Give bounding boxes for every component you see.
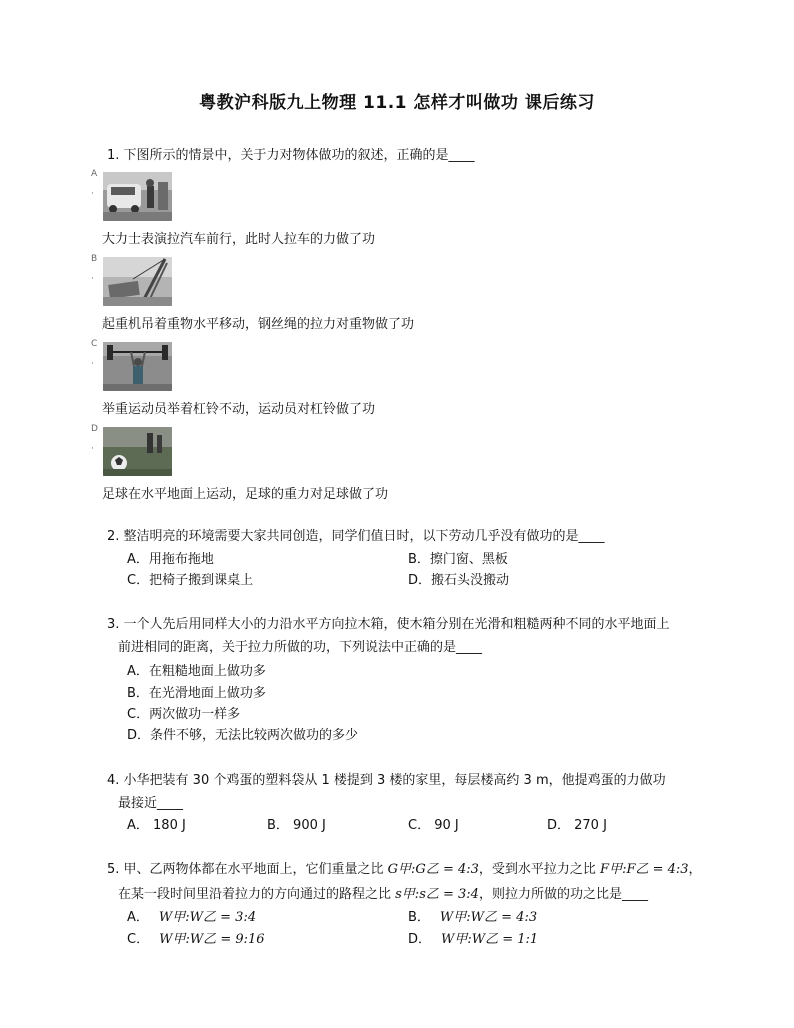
q3-option-b: B．在光滑地面上做功多 <box>127 686 266 701</box>
q4-option-d: D． 270 J <box>547 818 607 833</box>
question-3-stem-line1: 3. 一个人先后用同样大小的力沿水平方向拉木箱，使木箱分别在光滑和粗糙两种不同的水平地面上 <box>107 617 670 632</box>
question-2-stem: 2. 整洁明亮的环境需要大家共同创造，同学们值日时，以下劳动几乎没有做功的是____ <box>107 529 605 544</box>
q3-option-d: D．条件不够，无法比较两次做功的多少 <box>127 728 359 743</box>
bullet-dot: · <box>91 274 94 284</box>
q5-text-part: ，受到水平拉力之比 <box>478 862 601 877</box>
weightlifter-image <box>103 342 172 391</box>
page-title: 粤教沪科版九上物理 11.1 怎样才叫做功 课后练习 <box>199 93 595 113</box>
q2-option-d: D．搬石头没搬动 <box>408 573 510 588</box>
question-4-stem-line2: 最接近____ <box>118 796 184 811</box>
work-ratio: W甲:W乙 = 3:4 <box>158 910 257 925</box>
football-image <box>103 427 172 476</box>
q5-option-b <box>408 908 537 928</box>
q5-option-label: C． <box>127 932 150 947</box>
crane-image <box>103 257 172 306</box>
option-d-marker: D <box>91 424 98 434</box>
question-1-stem: 1. 下图所示的情景中，关于力对物体做功的叙述，正确的是____ <box>107 148 475 163</box>
question-4-stem-line1: 4. 小华把装有 30 个鸡蛋的塑料袋从 1 楼提到 3 楼的家里，每层楼高约 3 m，他提鸡蛋的力做功 <box>107 773 666 788</box>
q5-option-label: A． <box>127 910 149 925</box>
q5-option-d <box>408 930 538 950</box>
question-3-stem-line2: 前进相同的距离，关于拉力所做的功，下列说法中正确的是____ <box>118 640 483 655</box>
option-b-marker: B <box>91 254 98 264</box>
q5-option-label: B． <box>408 910 430 925</box>
q3-option-c: C．两次做功一样多 <box>127 707 241 722</box>
bullet-dot: · <box>91 444 94 454</box>
work-ratio: W甲:W乙 = 4:3 <box>439 910 538 925</box>
force-ratio: F甲:F乙 = 4:3 <box>600 862 689 877</box>
q4-option-a: A． 180 J <box>127 818 186 833</box>
q5-text-part: 5. 甲、乙两物体都在水平地面上，它们重量之比 <box>107 862 388 877</box>
car-pull-image <box>103 172 172 221</box>
bullet-dot: · <box>91 189 94 199</box>
question-5-stem-line2 <box>118 885 648 905</box>
q5-text-part: ，则拉力所做的功之比是____ <box>478 887 648 902</box>
q2-option-b: B．擦门窗、黑板 <box>408 552 508 567</box>
q5-text-part: ， <box>688 862 702 877</box>
question-5-stem-line1 <box>107 860 702 880</box>
q5-option-label: D． <box>408 932 432 947</box>
q5-option-a <box>127 908 256 928</box>
q3-option-a: A．在粗糙地面上做功多 <box>127 664 266 679</box>
q2-option-c: C．把椅子搬到课桌上 <box>127 573 254 588</box>
q4-option-c: C． 90 J <box>408 818 459 833</box>
q5-option-c <box>127 930 265 950</box>
option-a-text: 大力士表演拉汽车前行，此时人拉车的力做了功 <box>102 232 376 247</box>
option-b-text: 起重机吊着重物水平移动，钢丝绳的拉力对重物做了功 <box>102 317 415 332</box>
option-d-text: 足球在水平地面上运动，足球的重力对足球做了功 <box>102 487 389 502</box>
work-ratio: W甲:W乙 = 9:16 <box>159 932 265 947</box>
bullet-dot: · <box>91 359 94 369</box>
weight-ratio: G甲:G乙 = 4:3 <box>387 862 479 877</box>
option-c-marker: C <box>91 339 98 349</box>
option-c-text: 举重运动员举着杠铃不动，运动员对杠铃做了功 <box>102 402 376 417</box>
work-ratio: W甲:W乙 = 1:1 <box>441 932 539 947</box>
q2-option-a: A．用拖布拖地 <box>127 552 214 567</box>
q5-text-part: 在某一段时间里沿着拉力的方向通过的路程之比 <box>118 887 396 902</box>
q4-option-b: B． 900 J <box>267 818 326 833</box>
option-a-marker: A <box>91 169 98 179</box>
distance-ratio: s甲:s乙 = 3:4 <box>395 887 479 902</box>
